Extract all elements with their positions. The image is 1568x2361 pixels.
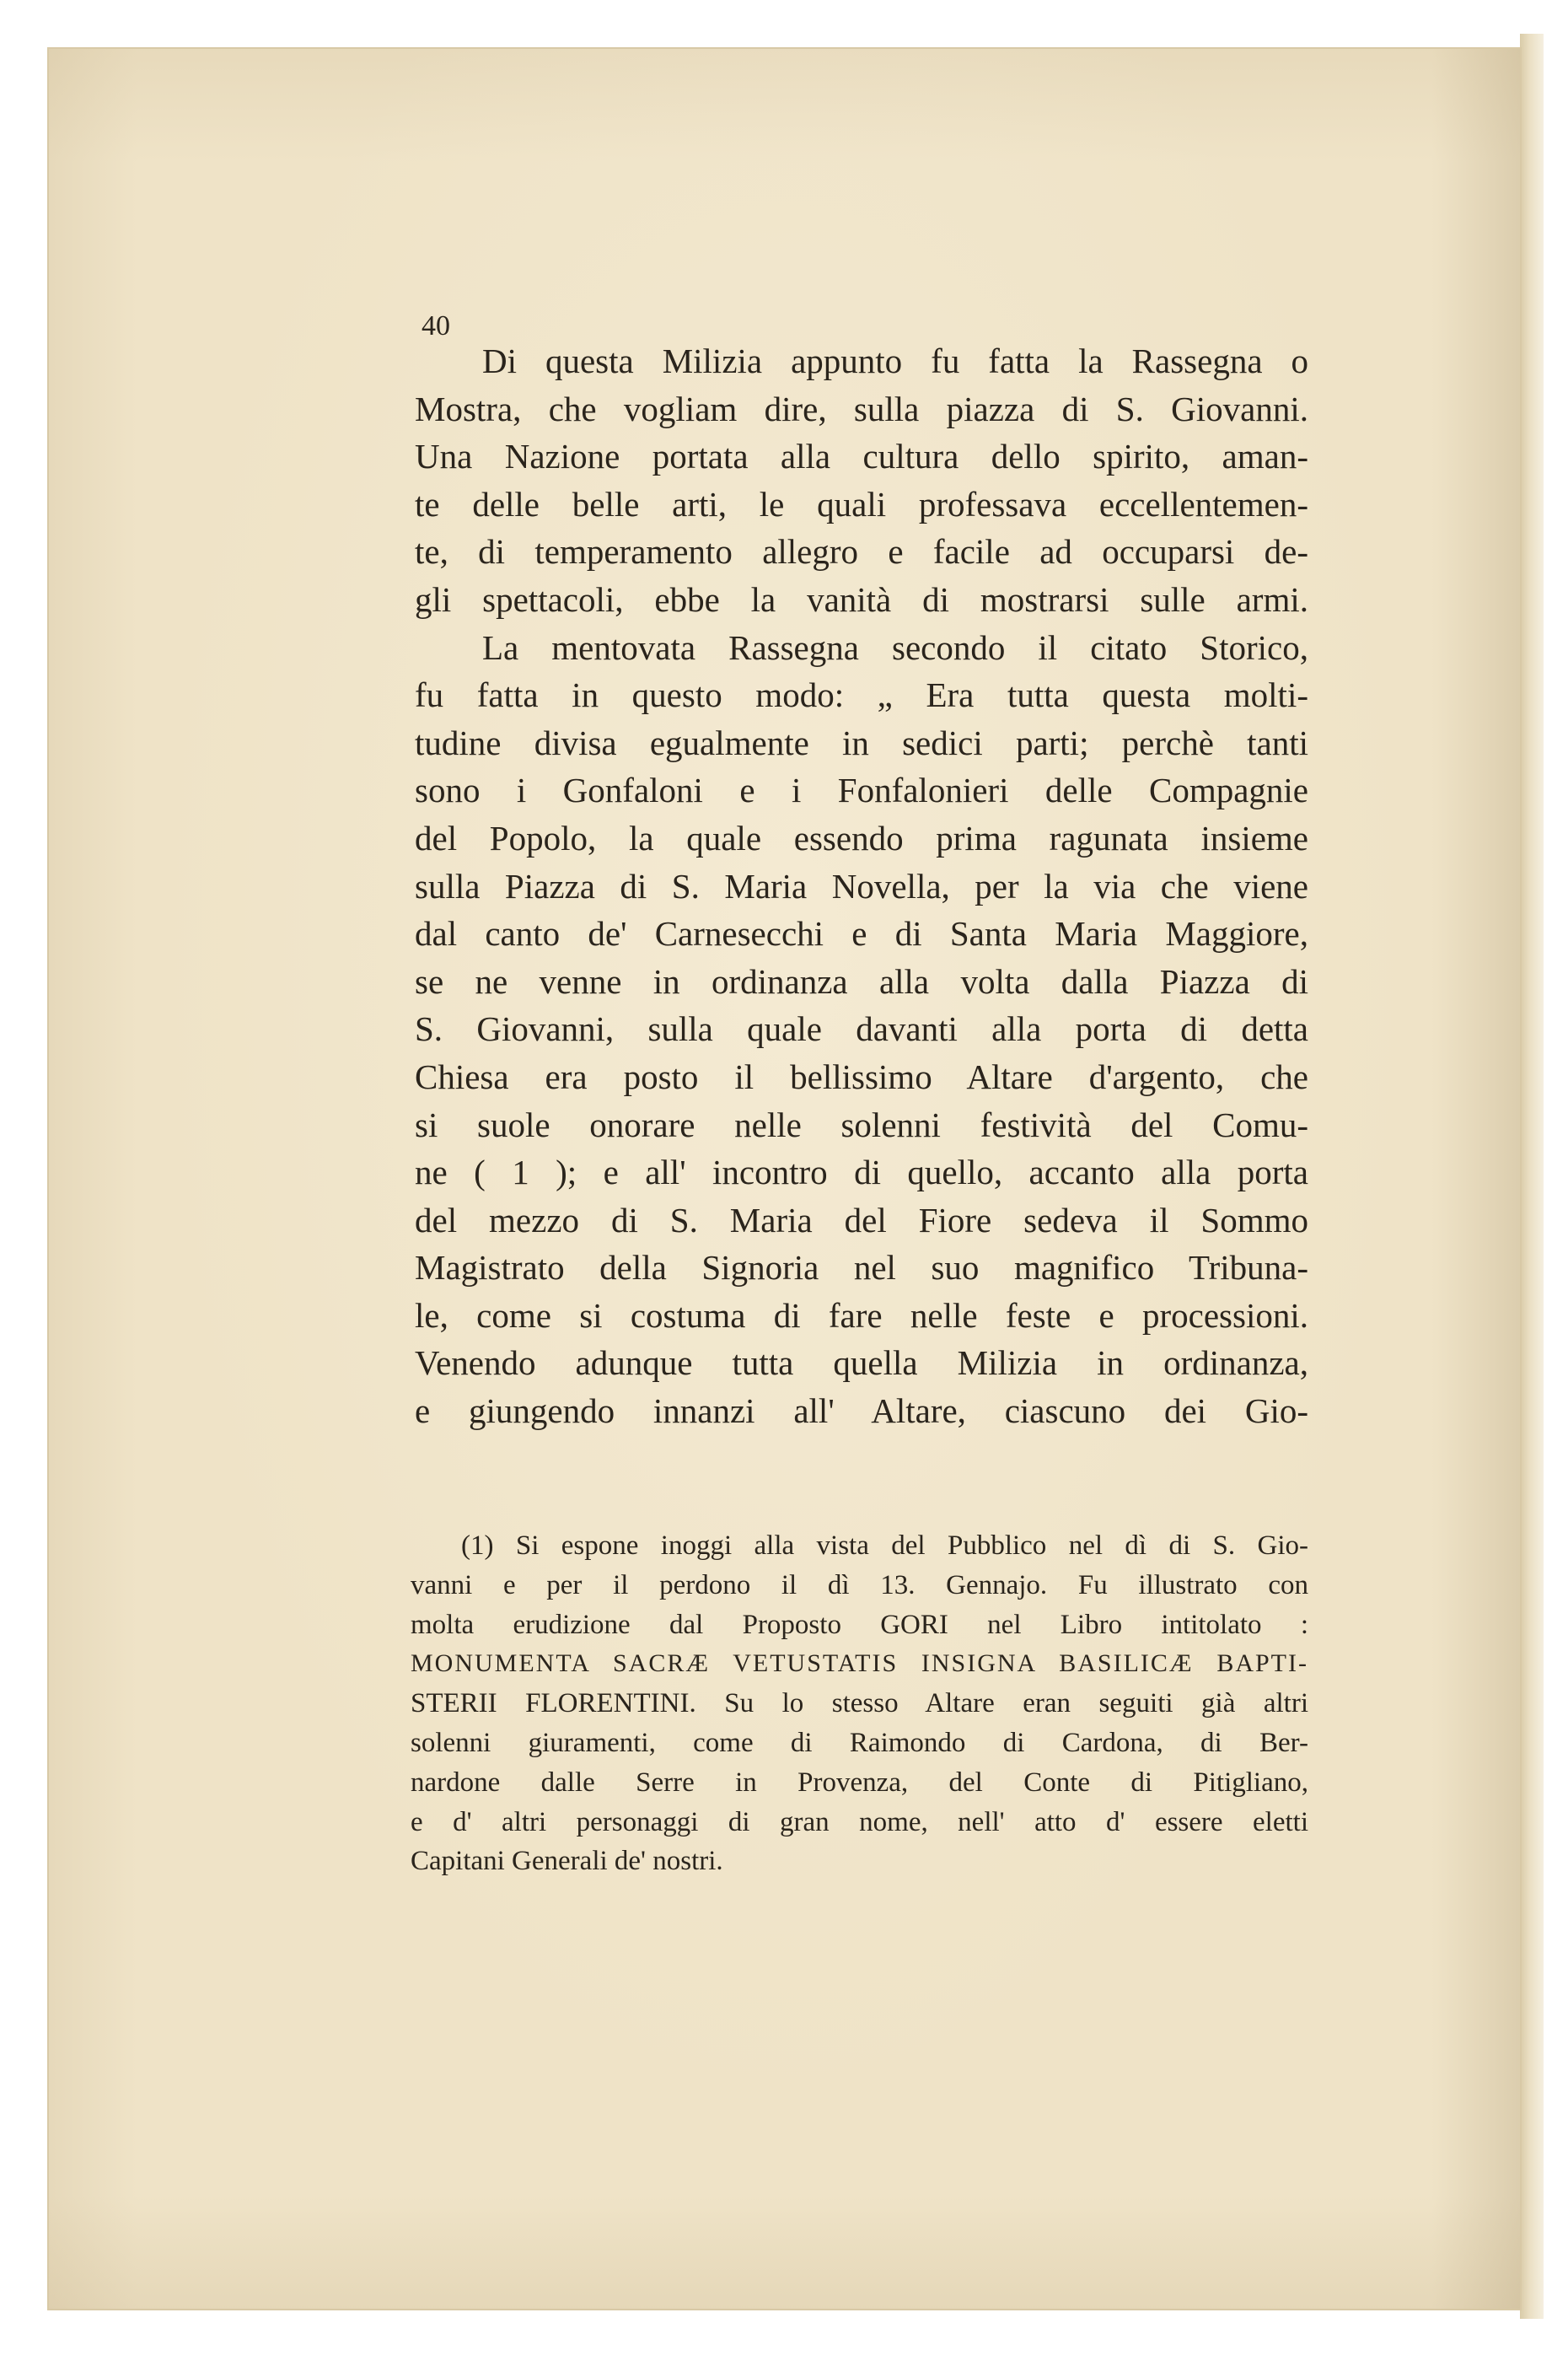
footnote	[411, 1526, 1308, 1881]
text-line: Chiesa era posto il bellissimo Altare d'argento, che	[415, 1057, 1308, 1096]
footnote-line: solenni giuramenti, come di Raimondo di Cardona, di Ber-	[411, 1727, 1308, 1758]
footnote-line: STERII FLORENTINI. Su lo stesso Altare eran seguiti già altri	[411, 1688, 1308, 1719]
text-line: gli spettacoli, ebbe la vanità di mostrarsi sulle armi.	[415, 579, 1308, 619]
footnote-line: molta erudizione dal Proposto GORI nel Libro intitolato :	[411, 1609, 1308, 1640]
footnote-line: MONUMENTA SACRÆ VETUSTATIS INSIGNA BASILICÆ BAPTI-	[411, 1649, 1308, 1678]
text-line: e giungendo innanzi all' Altare, ciascuno dei Gio-	[415, 1391, 1308, 1431]
footnote-line: Capitani Generali de' nostri.	[411, 1846, 723, 1877]
page-number: 40	[422, 310, 450, 342]
text-line: ne ( 1 ); e all' incontro di quello, accanto alla porta	[415, 1153, 1308, 1192]
footnote-line: e d' altri personaggi di gran nome, nell' atto d' essere eletti	[411, 1806, 1308, 1837]
text-line: Mostra, che vogliam dire, sulla piazza di S. Giovanni.	[415, 389, 1308, 428]
text-line: le, come si costuma di fare nelle feste e processioni.	[415, 1295, 1308, 1335]
text-line: si suole onorare nelle solenni festività del Comu-	[415, 1105, 1308, 1144]
footnote-line: vanni e per il perdono il dì 13. Gennajo. Fu illustrato con	[411, 1569, 1308, 1600]
main-text	[415, 337, 1308, 1435]
text-line: te delle belle arti, le quali professava eccellentemen-	[415, 484, 1308, 524]
footnote-line: nardone dalle Serre in Provenza, del Conte di Pitigliano,	[411, 1767, 1308, 1798]
footnote-line: (1) Si espone inoggi alla vista del Pubblico nel dì di S. Gio-	[461, 1530, 1308, 1561]
text-line: te, di temperamento allegro e facile ad occuparsi de-	[415, 532, 1308, 572]
text-line: Di questa Milizia appunto fu fatta la Rassegna o	[482, 342, 1308, 380]
text-line: Una Nazione portata alla cultura dello spirito, aman-	[415, 437, 1308, 476]
text-line: La mentovata Rassegna secondo il citato Storico,	[482, 627, 1308, 667]
text-line: sulla Piazza di S. Maria Novella, per la via che viene	[415, 866, 1308, 906]
text-line: sono i Gonfaloni e i Fonfalonieri delle Compagnie	[415, 771, 1308, 810]
text-line: dal canto de' Carnesecchi e di Santa Maria Maggiore,	[415, 914, 1308, 954]
text-line: S. Giovanni, sulla quale davanti alla porta di detta	[415, 1009, 1308, 1049]
text-line: se ne venne in ordinanza alla volta dalla Piazza di	[415, 961, 1308, 1001]
page-edge	[1520, 34, 1544, 2319]
text-line: tudine divisa egualmente in sedici parti; perchè tanti	[415, 723, 1308, 762]
text-line: del mezzo di S. Maria del Fiore sedeva il Sommo	[415, 1200, 1308, 1240]
text-line: del Popolo, la quale essendo prima ragunata insieme	[415, 818, 1308, 858]
text-line: Magistrato della Signoria nel suo magnifico Tribuna-	[415, 1248, 1308, 1288]
text-line: fu fatta in questo modo: „ Era tutta questa molti-	[415, 675, 1308, 715]
text-line: Venendo adunque tutta quella Milizia in ordinanza,	[415, 1343, 1308, 1383]
